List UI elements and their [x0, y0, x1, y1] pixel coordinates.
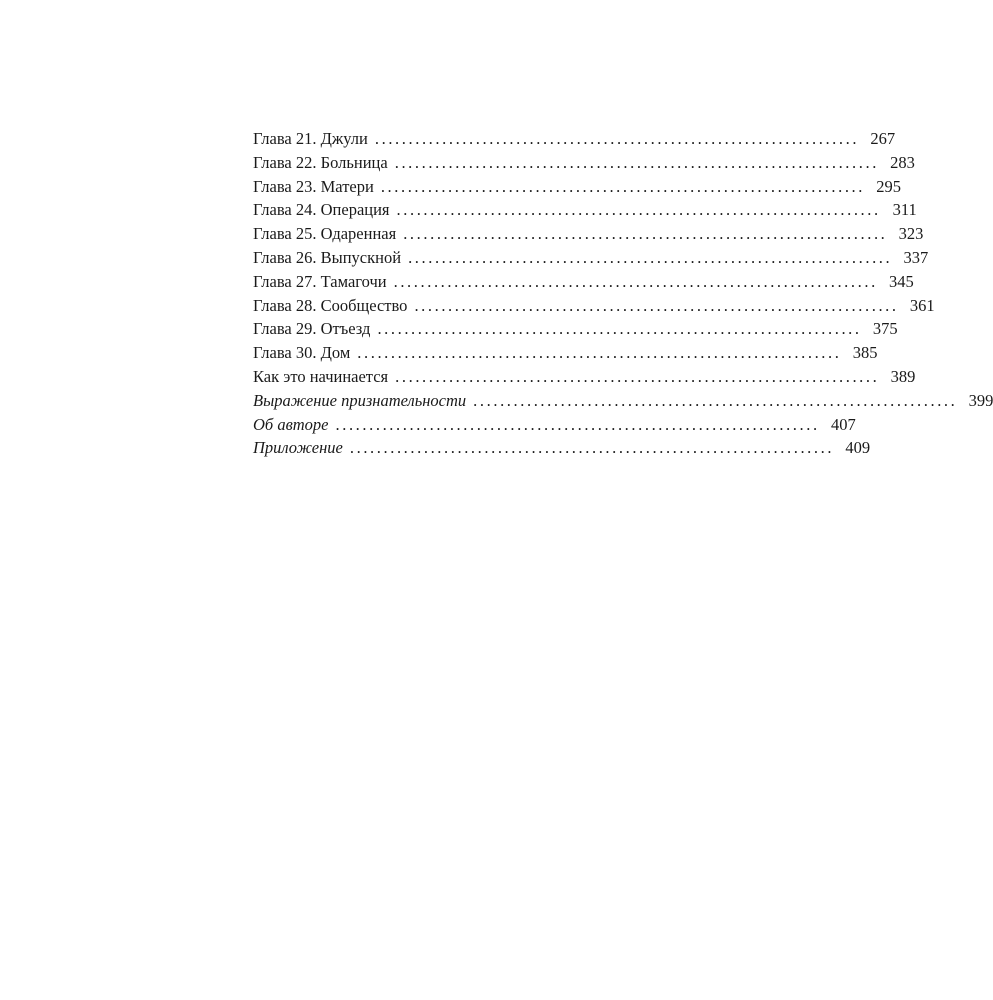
- toc-entry-page-number: 389: [890, 366, 916, 386]
- toc-entry-page-number: 337: [903, 247, 929, 267]
- toc-dot-leader: ........................................................................: [395, 366, 880, 386]
- toc-entry-page-number: 407: [830, 414, 856, 434]
- toc-entry[interactable]: [253, 413, 856, 437]
- toc-entry[interactable]: [253, 341, 878, 365]
- toc-entry-title: Приложение: [253, 438, 343, 458]
- toc-entry-page-number: 345: [889, 271, 914, 291]
- toc-entry-title: Об авторе: [253, 414, 329, 434]
- toc-entry-title: Глава 28. Сообщество: [253, 295, 408, 315]
- toc-entry-page-number: 361: [909, 295, 935, 315]
- toc-entry[interactable]: [253, 151, 915, 175]
- toc-entry[interactable]: [253, 436, 871, 460]
- toc-entry-title: Глава 23. Матери: [253, 176, 374, 196]
- toc-entry-title: Глава 30. Дом: [253, 343, 351, 363]
- toc-dot-leader: ........................................................................: [374, 129, 860, 148]
- toc-entry[interactable]: [253, 246, 929, 270]
- toc-entry[interactable]: [253, 175, 902, 199]
- toc-entry-page-number: 409: [845, 438, 871, 458]
- toc-entry-title: Как это начинается: [253, 366, 389, 386]
- toc-dot-leader: ........................................................................: [349, 438, 835, 458]
- toc-dot-leader: ........................................................................: [408, 247, 893, 267]
- toc-entry-page-number: 399: [968, 390, 993, 410]
- table-of-contents: [253, 127, 993, 460]
- toc-entry-title: Глава 21. Джули: [253, 129, 368, 148]
- toc-entry-title: Глава 22. Больница: [253, 152, 388, 172]
- toc-entry[interactable]: [253, 389, 993, 413]
- toc-entry-title: Выражение признательности: [253, 390, 467, 410]
- toc-entry[interactable]: [253, 198, 917, 222]
- toc-dot-leader: ........................................................................: [473, 390, 958, 410]
- toc-dot-leader: ........................................................................: [396, 200, 881, 220]
- toc-entry-page-number: 323: [898, 224, 924, 244]
- toc-dot-leader: ........................................................................: [380, 176, 866, 196]
- toc-entry[interactable]: [253, 317, 898, 341]
- toc-entry[interactable]: [253, 365, 916, 389]
- toc-entry[interactable]: [253, 294, 935, 318]
- toc-dot-leader: ........................................................................: [403, 224, 888, 244]
- toc-entry-page-number: 267: [870, 129, 896, 148]
- toc-dot-leader: ........................................................................: [394, 152, 879, 172]
- toc-entry-title: Глава 27. Тамагочи: [253, 271, 387, 291]
- toc-dot-leader: ........................................................................: [393, 271, 878, 291]
- toc-entry-page-number: 311: [892, 200, 917, 220]
- toc-dot-leader: ........................................................................: [357, 343, 842, 363]
- toc-entry[interactable]: [253, 127, 896, 151]
- toc-dot-leader: ........................................................................: [377, 319, 862, 339]
- toc-entry-title: Глава 26. Выпускной: [253, 247, 402, 267]
- toc-entry-page-number: 283: [890, 152, 915, 172]
- toc-entry-title: Глава 29. Отъезд: [253, 319, 371, 339]
- toc-dot-leader: ........................................................................: [414, 295, 899, 315]
- toc-entry-page-number: 385: [852, 343, 878, 363]
- toc-entry[interactable]: [253, 270, 914, 294]
- toc-entry-title: Глава 25. Одаренная: [253, 224, 397, 244]
- toc-entry-page-number: 295: [876, 176, 902, 196]
- toc-entry-title: Глава 24. Операция: [253, 200, 390, 220]
- toc-entry[interactable]: [253, 222, 924, 246]
- toc-dot-leader: ........................................................................: [335, 414, 820, 434]
- toc-entry-page-number: 375: [872, 319, 898, 339]
